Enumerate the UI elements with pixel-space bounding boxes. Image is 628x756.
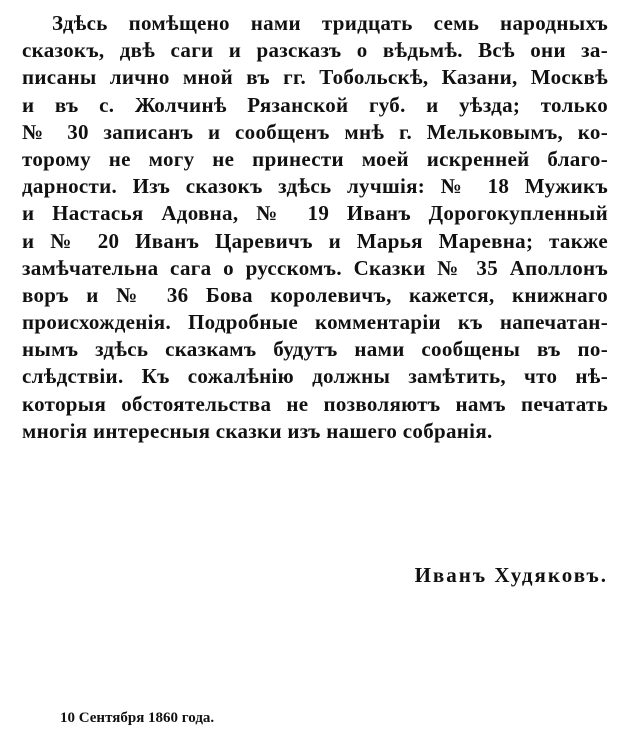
paragraph-line: дарности. Изъ сказокъ здѣсь лучшія: № 18 Мужикъ — [22, 174, 608, 199]
paragraph-line: сказокъ, двѣ саги и разсказъ о вѣдьмѣ. Всѣ они за- — [22, 38, 608, 63]
paragraph-line: происхожденія. Подробные комментаріи къ напечатан- — [22, 310, 608, 335]
paragraph-line: и въ с. Жолчинѣ Рязанской губ. и уѣзда; только — [22, 92, 608, 117]
paragraph-line: многія интересныя сказки изъ нашего собранія. — [22, 418, 493, 443]
paragraph-line: и Настасья Адовна, № 19 Иванъ Дорогокупленный — [22, 201, 608, 226]
paragraph-line: нымъ здѣсь сказкамъ будутъ нами сообщены въ по- — [22, 337, 608, 362]
paragraph-line: слѣдствіи. Къ сожалѣнію должны замѣтить, что нѣ- — [22, 364, 608, 389]
preface-paragraph — [22, 10, 608, 445]
author-signature: Иванъ Худяковъ. — [414, 563, 608, 587]
paragraph-line: замѣчательна сага о русскомъ. Сказки № 35 Аполлонъ — [22, 255, 608, 280]
paragraph-line: и № 20 Иванъ Царевичъ и Марья Маревна; также — [22, 228, 608, 253]
document-date: 10 Сентября 1860 года. — [60, 710, 215, 726]
paragraph-line: писаны лично мной въ гг. Тобольскѣ, Казани, Москвѣ — [22, 65, 608, 90]
paragraph-line: торому не могу не принести моей искренней благо- — [22, 146, 608, 171]
paragraph-line: воръ и № 36 Бова королевичъ, кажется, книжнаго — [22, 282, 608, 307]
paragraph-line: Здѣсь помѣщено нами тридцать семь народныхъ — [52, 11, 608, 35]
paragraph-line: № 30 записанъ и сообщенъ мнѣ г. Мельковымъ, ко- — [22, 119, 608, 144]
paragraph-line: которыя обстоятельства не позволяютъ намъ печатать — [22, 391, 608, 416]
